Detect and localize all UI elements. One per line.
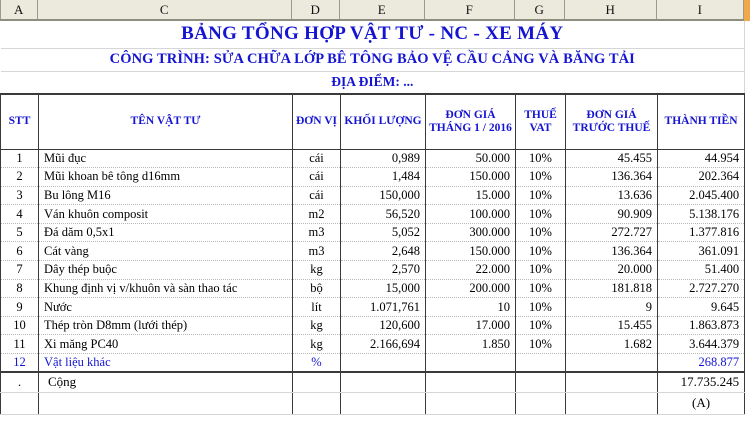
header-khoi-luong: KHỐI LƯỢNG — [341, 94, 426, 149]
column-header-i[interactable]: I — [657, 0, 744, 19]
table-row — [1, 279, 745, 298]
header-thue-vat: THUẾ VAT — [516, 94, 566, 149]
table-row — [1, 335, 745, 354]
cell-thanh-tien[interactable]: 1.863.873 — [658, 316, 745, 335]
total-row — [1, 372, 745, 392]
cell-ten-vat-tu[interactable]: Bu lông M16 — [39, 186, 293, 205]
report-location: ĐỊA ĐIỂM: ... — [1, 71, 745, 94]
cell-don-vi[interactable]: m3 — [293, 223, 341, 242]
location-row — [1, 71, 745, 94]
total-don-gia-truoc-thue — [566, 372, 658, 392]
cell-khoi-luong[interactable]: 0,989 — [341, 149, 426, 168]
cell-khoi-luong[interactable]: 120,600 — [341, 316, 426, 335]
cell-thue-vat[interactable]: 10% — [516, 261, 566, 280]
cell-stt[interactable]: 5 — [1, 223, 39, 242]
table-row — [1, 205, 745, 224]
table-row — [1, 354, 745, 373]
cell-don-gia[interactable]: 150.000 — [426, 242, 516, 261]
report-subtitle: CÔNG TRÌNH: SỬA CHỮA LỚP BÊ TÔNG BẢO VỆ CẦU CẢNG VÀ BĂNG TẢI — [1, 48, 745, 71]
table-row — [1, 261, 745, 280]
footer-row — [1, 392, 745, 414]
column-header-f[interactable]: F — [425, 0, 515, 19]
cell-don-gia-truoc-thue[interactable]: 45.455 — [566, 149, 658, 168]
footer-cell-d — [293, 392, 341, 414]
cell-thue-vat[interactable]: 10% — [516, 242, 566, 261]
table-row — [1, 298, 745, 317]
cell-thanh-tien[interactable]: 5.138.176 — [658, 205, 745, 224]
cell-don-gia[interactable]: 150.000 — [426, 168, 516, 187]
cell-thue-vat[interactable]: 10% — [516, 316, 566, 335]
table-row — [1, 316, 745, 335]
cell-stt[interactable]: 4 — [1, 205, 39, 224]
cell-thue-vat[interactable]: 10% — [516, 298, 566, 317]
cell-khoi-luong[interactable] — [341, 354, 426, 373]
cell-ten-vat-tu[interactable]: Xi măng PC40 — [39, 335, 293, 354]
cell-khoi-luong[interactable]: 2,648 — [341, 242, 426, 261]
cell-ten-vat-tu[interactable]: Khung định vị v/khuôn và sàn thao tác — [39, 279, 293, 298]
cell-stt[interactable]: 9 — [1, 298, 39, 317]
cell-stt[interactable]: 11 — [1, 335, 39, 354]
footer-marker: (A) — [658, 392, 745, 414]
column-header-g[interactable]: G — [515, 0, 565, 19]
cell-thue-vat[interactable]: 10% — [516, 168, 566, 187]
scrollbar-corner — [744, 0, 750, 21]
cell-don-vi[interactable]: lít — [293, 298, 341, 317]
cell-ten-vat-tu[interactable]: Cát vàng — [39, 242, 293, 261]
column-header-a[interactable]: A — [0, 0, 38, 19]
cell-ten-vat-tu[interactable]: Nước — [39, 298, 293, 317]
worksheet-grid — [0, 21, 745, 415]
table-row — [1, 168, 745, 187]
cell-don-gia-truoc-thue[interactable]: 15.455 — [566, 316, 658, 335]
footer-cell-f — [426, 392, 516, 414]
header-stt: STT — [1, 94, 39, 149]
column-header-c[interactable]: C — [38, 0, 292, 19]
total-don-gia — [426, 372, 516, 392]
cell-ten-vat-tu[interactable]: Mũi đục — [39, 149, 293, 168]
cell-don-vi[interactable]: m3 — [293, 242, 341, 261]
cell-don-gia[interactable]: 10 — [426, 298, 516, 317]
footer-cell-g — [516, 392, 566, 414]
footer-cell-c — [39, 392, 293, 414]
cell-thanh-tien[interactable]: 202.364 — [658, 168, 745, 187]
total-don-vi — [293, 372, 341, 392]
cell-don-gia-truoc-thue[interactable]: 13.636 — [566, 186, 658, 205]
report-title: BẢNG TỔNG HỢP VẬT TƯ - NC - XE MÁY — [1, 21, 745, 48]
header-don-gia-thang: ĐƠN GIÁ THÁNG 1 / 2016 — [426, 94, 516, 149]
cell-ten-vat-tu[interactable]: Vật liệu khác — [39, 354, 293, 373]
cell-khoi-luong[interactable]: 2.166,694 — [341, 335, 426, 354]
cell-don-gia[interactable]: 100.000 — [426, 205, 516, 224]
title-row — [1, 21, 745, 48]
cell-stt[interactable]: 1 — [1, 149, 39, 168]
cell-don-gia[interactable] — [426, 354, 516, 373]
cell-thue-vat[interactable]: 10% — [516, 279, 566, 298]
total-thanh-tien: 17.735.245 — [658, 372, 745, 392]
cell-thanh-tien[interactable]: 361.091 — [658, 242, 745, 261]
cell-stt[interactable]: 8 — [1, 279, 39, 298]
cell-don-vi[interactable]: kg — [293, 261, 341, 280]
cell-thanh-tien[interactable]: 2.045.400 — [658, 186, 745, 205]
cell-stt[interactable]: 12 — [1, 354, 39, 373]
cell-don-vi[interactable]: kg — [293, 316, 341, 335]
cell-don-gia[interactable]: 300.000 — [426, 223, 516, 242]
cell-don-vi[interactable]: bộ — [293, 279, 341, 298]
cell-don-gia-truoc-thue[interactable]: 181.818 — [566, 279, 658, 298]
cell-don-vi[interactable]: cái — [293, 149, 341, 168]
cell-khoi-luong[interactable]: 1,484 — [341, 168, 426, 187]
cell-stt[interactable]: 2 — [1, 168, 39, 187]
cell-don-gia-truoc-thue[interactable]: 20.000 — [566, 261, 658, 280]
cell-thanh-tien[interactable]: 268.877 — [658, 354, 745, 373]
cell-thue-vat[interactable]: 10% — [516, 149, 566, 168]
cell-don-gia-truoc-thue[interactable]: 272.727 — [566, 223, 658, 242]
cell-thue-vat[interactable]: 10% — [516, 335, 566, 354]
footer-cell-a — [1, 392, 39, 414]
cell-don-gia-truoc-thue[interactable]: 1.682 — [566, 335, 658, 354]
cell-thue-vat[interactable] — [516, 354, 566, 373]
column-header-e[interactable]: E — [340, 0, 425, 19]
cell-ten-vat-tu[interactable]: Dây thép buộc — [39, 261, 293, 280]
total-label: Cộng — [39, 372, 293, 392]
column-header-strip — [0, 0, 750, 21]
table-row — [1, 223, 745, 242]
cell-don-vi[interactable]: kg — [293, 335, 341, 354]
cell-stt[interactable]: 3 — [1, 186, 39, 205]
cell-don-gia[interactable]: 17.000 — [426, 316, 516, 335]
header-don-gia-truoc-thue: ĐƠN GIÁ TRƯỚC THUẾ — [566, 94, 658, 149]
table-header-row — [1, 94, 745, 149]
cell-don-vi[interactable]: cái — [293, 186, 341, 205]
cell-don-gia-truoc-thue[interactable]: 136.364 — [566, 242, 658, 261]
cell-thue-vat[interactable]: 10% — [516, 223, 566, 242]
cell-thanh-tien[interactable]: 2.727.270 — [658, 279, 745, 298]
total-vat — [516, 372, 566, 392]
cell-stt[interactable]: 7 — [1, 261, 39, 280]
cell-ten-vat-tu[interactable]: Ván khuôn composit — [39, 205, 293, 224]
cell-don-gia-truoc-thue[interactable]: 9 — [566, 298, 658, 317]
cell-don-gia-truoc-thue[interactable]: 136.364 — [566, 168, 658, 187]
cell-don-vi[interactable]: cái — [293, 168, 341, 187]
cell-thanh-tien[interactable]: 1.377.816 — [658, 223, 745, 242]
cell-khoi-luong[interactable]: 2,570 — [341, 261, 426, 280]
table-row — [1, 186, 745, 205]
cell-ten-vat-tu[interactable]: Mũi khoan bê tông d16mm — [39, 168, 293, 187]
cell-don-vi[interactable]: % — [293, 354, 341, 373]
cell-don-gia[interactable]: 200.000 — [426, 279, 516, 298]
cell-don-gia-truoc-thue[interactable] — [566, 354, 658, 373]
header-don-vi: ĐƠN VỊ — [293, 94, 341, 149]
cell-thanh-tien[interactable]: 44.954 — [658, 149, 745, 168]
cell-khoi-luong[interactable]: 150,000 — [341, 186, 426, 205]
cell-don-vi[interactable]: m2 — [293, 205, 341, 224]
total-khoi-luong — [341, 372, 426, 392]
subtitle-row — [1, 48, 745, 71]
cell-thue-vat[interactable]: 10% — [516, 186, 566, 205]
cell-thanh-tien[interactable]: 9.645 — [658, 298, 745, 317]
cell-thanh-tien[interactable]: 51.400 — [658, 261, 745, 280]
footer-cell-h — [566, 392, 658, 414]
table-row — [1, 242, 745, 261]
table-row — [1, 149, 745, 168]
cell-ten-vat-tu[interactable]: Đá dăm 0,5x1 — [39, 223, 293, 242]
cell-stt[interactable]: 10 — [1, 316, 39, 335]
cell-khoi-luong[interactable]: 1.071,761 — [341, 298, 426, 317]
column-header-d[interactable]: D — [292, 0, 340, 19]
cell-don-gia-truoc-thue[interactable]: 90.909 — [566, 205, 658, 224]
cell-thanh-tien[interactable]: 3.644.379 — [658, 335, 745, 354]
cell-don-gia[interactable]: 1.850 — [426, 335, 516, 354]
header-ten-vat-tu: TÊN VẬT TƯ — [39, 94, 293, 149]
cell-thue-vat[interactable]: 10% — [516, 205, 566, 224]
cell-khoi-luong[interactable]: 56,520 — [341, 205, 426, 224]
total-stt: . — [1, 372, 39, 392]
cell-don-gia[interactable]: 22.000 — [426, 261, 516, 280]
header-thanh-tien: THÀNH TIỀN — [658, 94, 745, 149]
cell-don-gia[interactable]: 50.000 — [426, 149, 516, 168]
cell-stt[interactable]: 6 — [1, 242, 39, 261]
column-header-h[interactable]: H — [565, 0, 657, 19]
cell-don-gia[interactable]: 15.000 — [426, 186, 516, 205]
footer-cell-e — [341, 392, 426, 414]
cell-ten-vat-tu[interactable]: Thép tròn D8mm (lưới thép) — [39, 316, 293, 335]
cell-khoi-luong[interactable]: 5,052 — [341, 223, 426, 242]
cell-khoi-luong[interactable]: 15,000 — [341, 279, 426, 298]
